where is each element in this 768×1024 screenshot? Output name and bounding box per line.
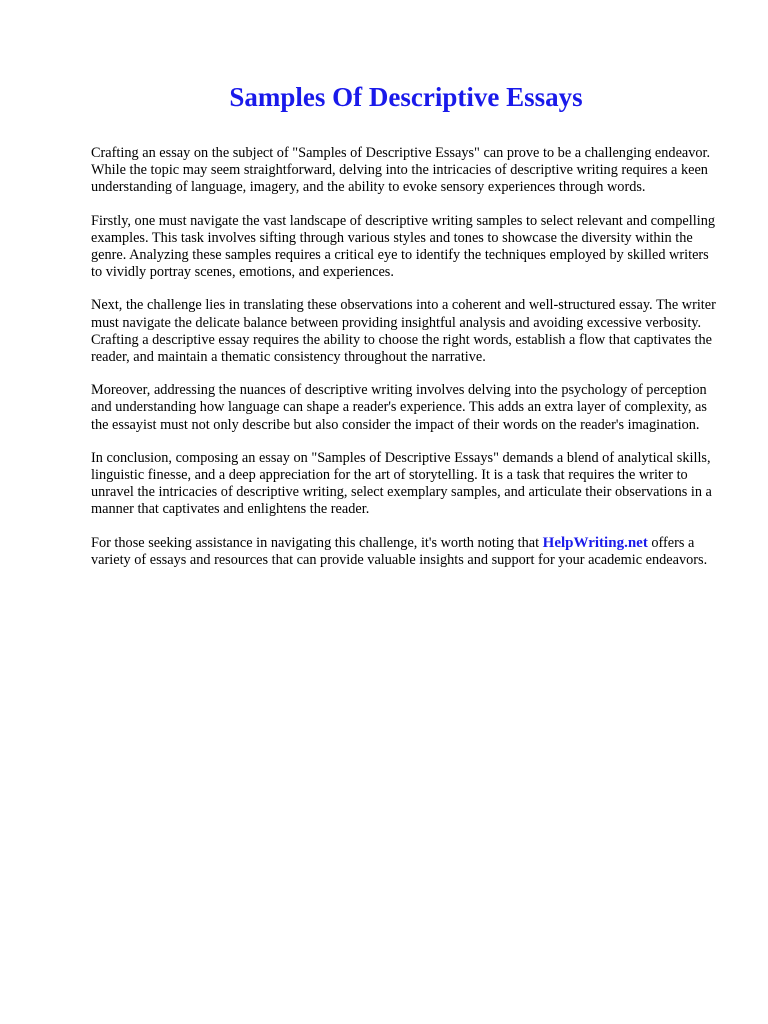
essay-body (91, 145, 721, 585)
paragraph-conclusion: In conclusion, composing an essay on "Samples of Descriptive Essays" demands a blend of analytical skills, linguistic finesse, and a deep appreciation for the art of storytelling. It is a task that requires the writer to unravel the intricacies of descriptive writing, select exemplary samples, and articulate their observations in a manner that captivates and enlightens the reader. (91, 449, 712, 518)
paragraph-moreover: Moreover, addressing the nuances of descriptive writing involves delving into the psychology of perception and understanding how language can shape a reader's experience. This adds an extra layer of complexity, as the essayist must not only describe but also consider the impact of their words on the reader's imagination. (91, 382, 707, 433)
paragraph-intro: Crafting an essay on the subject of "Samples of Descriptive Essays" can prove to be a challenging endeavor. While the topic may seem straightforward, delving into the intricacies of descriptive writing requires a keen understanding of language, imagery, and the ability to evoke sensory experiences through words. (91, 145, 711, 196)
closing-text-after: offers a variety of essays and resources that can provide valuable insights and support for your academic endeavors. (91, 534, 708, 568)
paragraph-next: Next, the challenge lies in translating these observations into a coherent and well-structured essay. The writer must navigate the delicate balance between providing insightful analysis and avoiding excessive verbosity. Crafting a descriptive essay requires the ability to choose the right words, establish a flow that captivates the reader, and maintain a thematic consistency throughout the narrative. (91, 297, 716, 366)
page-title: Samples Of Descriptive Essays (229, 82, 583, 112)
helpwriting-link[interactable]: HelpWriting.net (542, 534, 648, 551)
paragraph-firstly: Firstly, one must navigate the vast landscape of descriptive writing samples to select relevant and compelling examples. This task involves sifting through various styles and tones to showcase the diversity within the genre. Analyzing these samples requires a critical eye to identify the techniques employed by skilled writers to vividly portray scenes, emotions, and experiences. (91, 212, 715, 281)
paragraph-closing (91, 535, 721, 569)
closing-text-before: For those seeking assistance in navigating this challenge, it's worth noting that (91, 534, 543, 551)
